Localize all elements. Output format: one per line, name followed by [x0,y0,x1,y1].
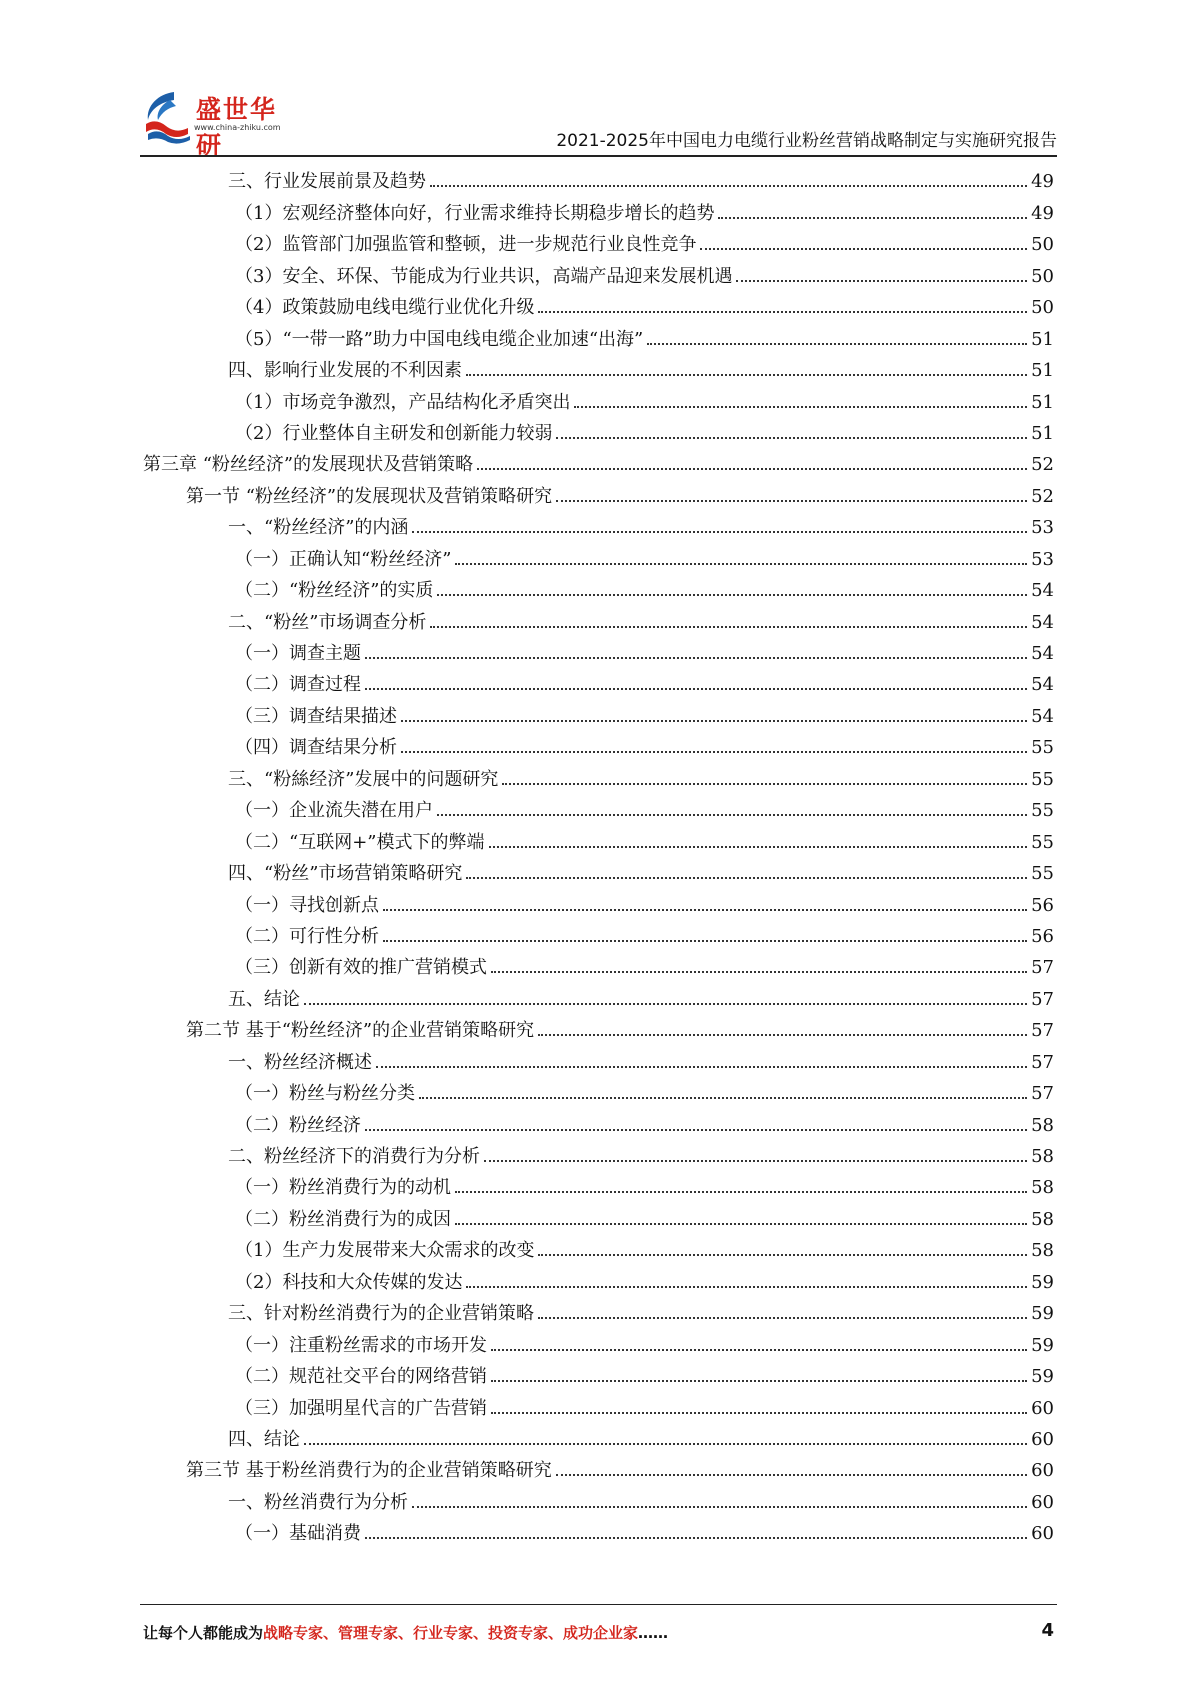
toc-entry[interactable] [0,759,1191,790]
toc-entry-title: （2）行业整体自主研发和创新能力较弱 [235,422,553,444]
toc-entry-page: 49 [1031,171,1054,193]
toc-entry-title: （一）寻找创新点 [235,894,379,916]
toc-entry-page: 54 [1031,674,1054,696]
toc-leader-dots [455,1223,1027,1225]
toc-entry-page: 58 [1031,1146,1054,1167]
toc-entry[interactable] [0,1357,1191,1388]
toc-entry-title: 二、“粉丝”市场调查分析 [228,611,427,633]
page-number: 4 [1041,1620,1054,1641]
toc-entry[interactable] [0,854,1191,885]
toc-entry[interactable] [0,979,1191,1010]
toc-entry-page: 58 [1031,1114,1054,1136]
toc-entry-title: 三、行业发展前景及趋势 [228,171,426,193]
toc-entry-page: 55 [1031,863,1054,885]
toc-entry[interactable] [0,382,1191,413]
toc-entry-page: 57 [1031,1051,1054,1073]
toc-entry-title: （一）粉丝与粉丝分类 [235,1083,415,1105]
toc-entry[interactable] [0,319,1191,350]
toc-leader-dots [477,468,1027,470]
toc-leader-dots [484,1160,1027,1162]
toc-entry[interactable] [0,1420,1191,1451]
toc-entry-page: 50 [1031,297,1054,319]
toc-entry-page: 60 [1031,1491,1054,1513]
toc-entry-page: 57 [1031,957,1054,979]
toc-leader-dots [647,343,1027,345]
toc-leader-dots [430,626,1027,628]
toc-leader-dots [412,1506,1027,1508]
toc-entry[interactable] [0,225,1191,256]
toc-entry-page: 57 [1031,1083,1054,1105]
toc-entry[interactable] [0,445,1191,476]
toc-entry-page: 52 [1031,485,1054,507]
toc-leader-dots [491,1349,1027,1351]
toc-entry[interactable] [0,1199,1191,1230]
toc-entry[interactable] [0,508,1191,539]
toc-entry-title: （一）粉丝消费行为的动机 [235,1177,451,1199]
toc-entry-page: 51 [1031,422,1054,444]
toc-entry-title: 四、“粉丝”市场营销策略研究 [228,863,463,885]
toc-entry-title: 三、针对粉丝消费行为的企业营销策略 [228,1303,534,1325]
toc-entry-title: （二）规范社交平台的网络营销 [235,1366,487,1388]
toc-entry-page: 53 [1031,548,1054,570]
table-of-contents [0,162,1191,1545]
toc-entry-title: （二）粉丝消费行为的成因 [235,1208,451,1230]
toc-leader-dots [466,1286,1027,1288]
toc-leader-dots [538,1034,1027,1036]
toc-entry[interactable] [0,1231,1191,1262]
toc-entry[interactable] [0,571,1191,602]
toc-entry[interactable] [0,476,1191,507]
toc-entry[interactable] [0,634,1191,665]
toc-entry-title: 二、粉丝经济下的消费行为分析 [228,1146,480,1167]
toc-entry[interactable] [0,885,1191,916]
toc-leader-dots [383,940,1027,942]
footer-slogan [143,1622,668,1643]
toc-entry[interactable] [0,948,1191,979]
page-header [0,0,1191,160]
toc-entry-page: 60 [1031,1460,1054,1482]
toc-entry[interactable] [0,1137,1191,1168]
toc-entry-title: （二）粉丝经济 [235,1114,361,1136]
toc-entry-title: （3）安全、环保、节能成为行业共识，高端产品迎来发展机遇 [235,265,733,287]
toc-entry-title: （一）正确认知“粉丝经济” [235,548,452,570]
toc-leader-dots [365,1129,1027,1131]
toc-leader-dots [466,877,1027,879]
toc-entry-page: 53 [1031,517,1054,539]
toc-entry-title: （2）科技和大众传媒的发达 [235,1271,463,1293]
toc-entry-page: 57 [1031,1020,1054,1042]
toc-entry[interactable] [0,1514,1191,1545]
toc-entry-title: （4）政策鼓励电线电缆行业优化升级 [235,297,535,319]
toc-entry-title: （二）调查过程 [235,674,361,696]
toc-leader-dots [538,1317,1027,1319]
toc-entry-page: 52 [1031,454,1054,476]
toc-entry[interactable] [0,193,1191,224]
logo-icon [140,88,200,148]
report-title: 2021-2025年中国电力电缆行业粉丝营销战略制定与实施研究报告 [556,131,1057,151]
toc-entry[interactable] [0,1325,1191,1356]
brand-url: www.china-zhiku.com [194,123,281,132]
toc-leader-dots [304,1443,1027,1445]
toc-entry-page: 51 [1031,391,1054,413]
toc-entry[interactable] [0,1482,1191,1513]
toc-leader-dots [491,1380,1027,1382]
toc-entry-title: （一）企业流失潜在用户 [235,800,433,822]
toc-entry[interactable] [0,1388,1191,1419]
toc-leader-dots [376,1066,1027,1068]
toc-entry-page: 59 [1031,1366,1054,1388]
toc-entry-title: （一）调查主题 [235,643,361,664]
toc-leader-dots [419,1097,1027,1099]
toc-leader-dots [538,311,1027,313]
toc-entry-title: （三）创新有效的推广营销模式 [235,957,487,979]
toc-entry-title: （二）可行性分析 [235,925,379,947]
toc-leader-dots [491,1412,1027,1414]
toc-entry-title: （1）市场竞争激烈，产品结构化矛盾突出 [235,391,571,413]
toc-entry-page: 54 [1031,580,1054,602]
toc-entry-page: 55 [1031,768,1054,790]
toc-entry-page: 60 [1031,1397,1054,1419]
toc-entry-title: 一、粉丝消费行为分析 [228,1491,408,1513]
toc-leader-dots [455,1191,1027,1193]
toc-entry[interactable] [0,256,1191,287]
toc-entry-page: 54 [1031,643,1054,664]
toc-entry[interactable] [0,1011,1191,1042]
footer-suffix: …… [638,1624,669,1642]
toc-entry-title: 第三章 “粉丝经济”的发展现状及营销策略 [143,454,474,476]
toc-entry-page: 56 [1031,894,1054,916]
toc-entry-title: （一）基础消费 [235,1523,361,1545]
toc-entry-title: （2）监管部门加强监管和整顿，进一步规范行业良性竞争 [235,234,697,256]
toc-entry[interactable] [0,1262,1191,1293]
toc-entry-title: 第一节 “粉丝经济”的发展现状及营销策略研究 [186,485,553,507]
toc-leader-dots [466,374,1027,376]
toc-entry-title: 第三节 基于粉丝消费行为的企业营销策略研究 [186,1460,552,1482]
toc-entry[interactable] [0,791,1191,822]
toc-entry-title: 一、粉丝经济概述 [228,1051,372,1073]
toc-entry-title: （二）“互联网+”模式下的弊端 [235,831,485,853]
footer-highlight: 战略专家、管理专家、行业专家、投资专家、成功企业家 [263,1624,639,1642]
toc-leader-dots [556,500,1027,502]
toc-entry-title: （1）生产力发展带来大众需求的改变 [235,1240,535,1262]
toc-leader-dots [304,1003,1027,1005]
toc-entry-page: 51 [1031,328,1054,350]
toc-leader-dots [455,563,1027,565]
toc-leader-dots [502,783,1027,785]
toc-entry-page: 54 [1031,705,1054,727]
toc-entry-title: 四、结论 [228,1428,300,1450]
toc-leader-dots [718,217,1027,219]
toc-leader-dots [489,846,1028,848]
toc-entry-title: 五、结论 [228,988,300,1010]
toc-leader-dots [556,1474,1027,1476]
header-divider [140,155,1057,157]
toc-entry-page: 54 [1031,611,1054,633]
toc-leader-dots [430,185,1027,187]
toc-entry-title: （1）宏观经济整体向好，行业需求维持长期稳步增长的趋势 [235,202,715,224]
brand-logo [140,88,300,160]
toc-entry-page: 50 [1031,234,1054,256]
toc-leader-dots [412,531,1027,533]
toc-leader-dots [556,437,1027,439]
toc-entry[interactable] [0,696,1191,727]
toc-entry-page: 60 [1031,1428,1054,1450]
toc-entry[interactable] [0,665,1191,696]
toc-entry[interactable] [0,288,1191,319]
toc-entry[interactable] [0,1451,1191,1482]
toc-entry[interactable] [0,917,1191,948]
toc-entry-title: （四）调查结果分析 [235,737,397,759]
toc-entry[interactable] [0,1105,1191,1136]
toc-entry-title: 三、“粉絲经济”发展中的问题研究 [228,768,499,790]
toc-leader-dots [365,1537,1027,1539]
toc-entry-page: 58 [1031,1208,1054,1230]
toc-leader-dots [437,594,1027,596]
footer-divider [140,1604,1057,1605]
toc-entry-title: （二）“粉丝经济”的实质 [235,580,434,602]
toc-leader-dots [365,688,1027,690]
brand-name: 盛世华研 [196,95,278,160]
toc-entry-page: 58 [1031,1177,1054,1199]
toc-entry-page: 55 [1031,800,1054,822]
toc-entry-title: （三）调查结果描述 [235,705,397,727]
toc-entry-page: 49 [1031,202,1054,224]
toc-entry[interactable] [0,1294,1191,1325]
toc-entry-title: （一）注重粉丝需求的市场开发 [235,1334,487,1356]
toc-entry[interactable] [0,1074,1191,1105]
toc-leader-dots [700,248,1027,250]
footer-prefix: 让每个人都能成为 [143,1624,264,1642]
toc-entry-page: 59 [1031,1271,1054,1293]
toc-entry-page: 55 [1031,737,1054,759]
toc-leader-dots [365,657,1027,659]
toc-entry[interactable] [0,414,1191,445]
toc-entry[interactable] [0,351,1191,382]
toc-entry-page: 57 [1031,988,1054,1010]
toc-leader-dots [383,909,1027,911]
toc-leader-dots [437,814,1027,816]
toc-leader-dots [538,1254,1027,1256]
toc-entry-page: 50 [1031,265,1054,287]
toc-entry-page: 59 [1031,1303,1054,1325]
toc-entry[interactable] [0,602,1191,633]
toc-entry[interactable] [0,822,1191,853]
toc-leader-dots [401,720,1027,722]
toc-entry-title: 四、影响行业发展的不利因素 [228,360,462,382]
toc-entry[interactable] [0,1042,1191,1073]
toc-leader-dots [574,406,1027,408]
toc-entry-title: 第二节 基于“粉丝经济”的企业营销策略研究 [186,1020,535,1042]
toc-leader-dots [736,280,1027,282]
toc-entry-title: （5）“一带一路”助力中国电线电缆企业加速“出海” [235,328,644,350]
toc-entry-title: （三）加强明星代言的广告营销 [235,1397,487,1419]
toc-entry[interactable] [0,1168,1191,1199]
toc-leader-dots [401,751,1027,753]
toc-leader-dots [491,971,1027,973]
toc-entry[interactable] [0,728,1191,759]
toc-entry-page: 51 [1031,360,1054,382]
toc-entry-page: 59 [1031,1334,1054,1356]
toc-entry-page: 60 [1031,1523,1054,1545]
toc-entry-page: 56 [1031,925,1054,947]
toc-entry-title: 一、“粉丝经济”的内涵 [228,517,409,539]
toc-entry-page: 55 [1031,831,1054,853]
toc-entry[interactable] [0,539,1191,570]
toc-entry[interactable] [0,162,1191,193]
toc-entry-page: 58 [1031,1240,1054,1262]
